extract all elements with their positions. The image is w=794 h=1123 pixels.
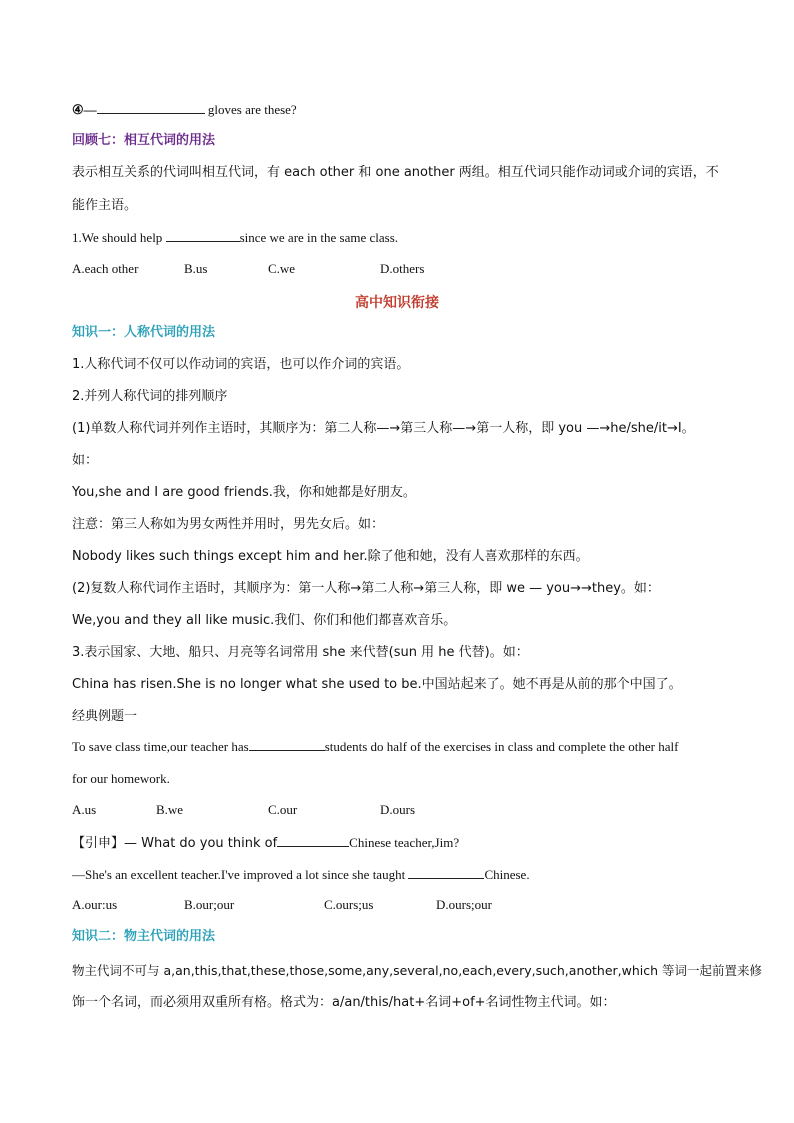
option-c[interactable]: C.we [268,261,296,276]
option-b[interactable]: B.our;our [184,897,235,912]
option-c[interactable]: C.ours;us [324,897,374,912]
option-d[interactable]: D.others [380,261,425,276]
classic-example-heading: 经典例题一 [72,709,138,724]
knowledge1-heading: 知识一：人称代词的用法 [72,325,216,340]
question-text-end: Chinese teacher,Jim? [349,835,460,850]
k1-paragraph-1: 1.人称代词不仅可以作动词的宾语，也可以作介词的宾语。 [72,357,410,372]
answer-blank[interactable] [249,738,325,751]
k1-paragraph-4: (2)复数人称代词作主语时，其顺序为：第一人称→第二人称→第三人称，即 we — you→→they。如： [72,581,660,596]
review7-desc-line1: 表示相互关系的代词叫相互代词，有 each other 和 one another 两组。相互代词只能作动词或介词的宾语，不 [72,165,719,180]
answer-blank[interactable] [408,866,484,879]
extension-question [72,834,734,853]
question-text-end: since we are in the same class. [239,230,399,245]
extension-answer [72,866,734,884]
k1-example-2: Nobody likes such things except him and her.除了他和她，没有人喜欢那样的东西。 [72,549,589,564]
question-text: gloves are these? [204,102,297,117]
classic-question-line2: for our homework. [72,771,170,786]
k1-paragraph-3b: 如： [72,453,99,468]
k1-paragraph-3a: (1)单数人称代词并列作主语时，其顺序为：第二人称—→第三人称—→第一人称，即 you —→he/she/it→I。 [72,421,695,436]
answer-blank[interactable] [97,101,205,114]
question-4 [72,101,734,119]
option-a[interactable]: A.us [72,802,97,817]
option-a[interactable]: A.each other [72,261,139,276]
answer-text-start: —She's an excellent teacher.I've improved a lot since she taught [72,867,409,882]
k2-paragraph-2: 饰一个名词，而必须用双重所有格。格式为：a/an/this/hat+名词+of+名词性物主代词。如： [72,995,616,1010]
option-d[interactable]: D.ours [380,802,416,817]
question-text-start: To save class time,our teacher has [72,739,249,754]
k1-example-3: We,you and they all like music.我们、你们和他们都喜欢音乐。 [72,613,457,628]
knowledge2-heading: 知识二：物主代词的用法 [72,929,216,944]
question-text-start: 1.We should help [72,230,166,245]
section-title: 高中知识衔接 [355,295,439,311]
option-b[interactable]: B.we [156,802,184,817]
k1-example-1: You,she and I are good friends.我，你和她都是好朋友。 [72,485,416,500]
k1-paragraph-5: 3.表示国家、大地、船只、月亮等名词常用 she 来代替(sun 用 he 代替)。如： [72,645,529,660]
review7-question-1 [72,229,734,247]
question-text-end: students do half of the exercises in class and complete the other half [324,739,679,754]
answer-blank[interactable] [277,834,349,847]
question-number: ④— [72,102,97,117]
k1-note: 注意：第三人称如为男女两性并用时，男先女后。如： [72,517,385,532]
question-text-start: 【引申】— What do you think of [72,836,278,851]
answer-text-end: Chinese. [484,867,530,882]
answer-blank[interactable] [166,229,240,242]
review7-heading: 回顾七：相互代词的用法 [72,133,216,148]
option-c[interactable]: C.our [268,802,298,817]
k2-paragraph-1: 物主代词不可与 a,an,this,that,these,those,some,any,several,no,each,every,such,another,which 等词一起前置来修 [72,963,763,978]
k1-example-4: China has risen.She is no longer what she used to be.中国站起来了。她不再是从前的那个中国了。 [72,677,682,692]
option-a[interactable]: A.our:us [72,897,118,912]
option-b[interactable]: B.us [184,261,208,276]
classic-question [72,738,734,756]
review7-desc-line2: 能作主语。 [72,198,138,213]
option-d[interactable]: D.ours;our [436,897,492,912]
k1-paragraph-2: 2.并列人称代词的排列顺序 [72,389,228,404]
